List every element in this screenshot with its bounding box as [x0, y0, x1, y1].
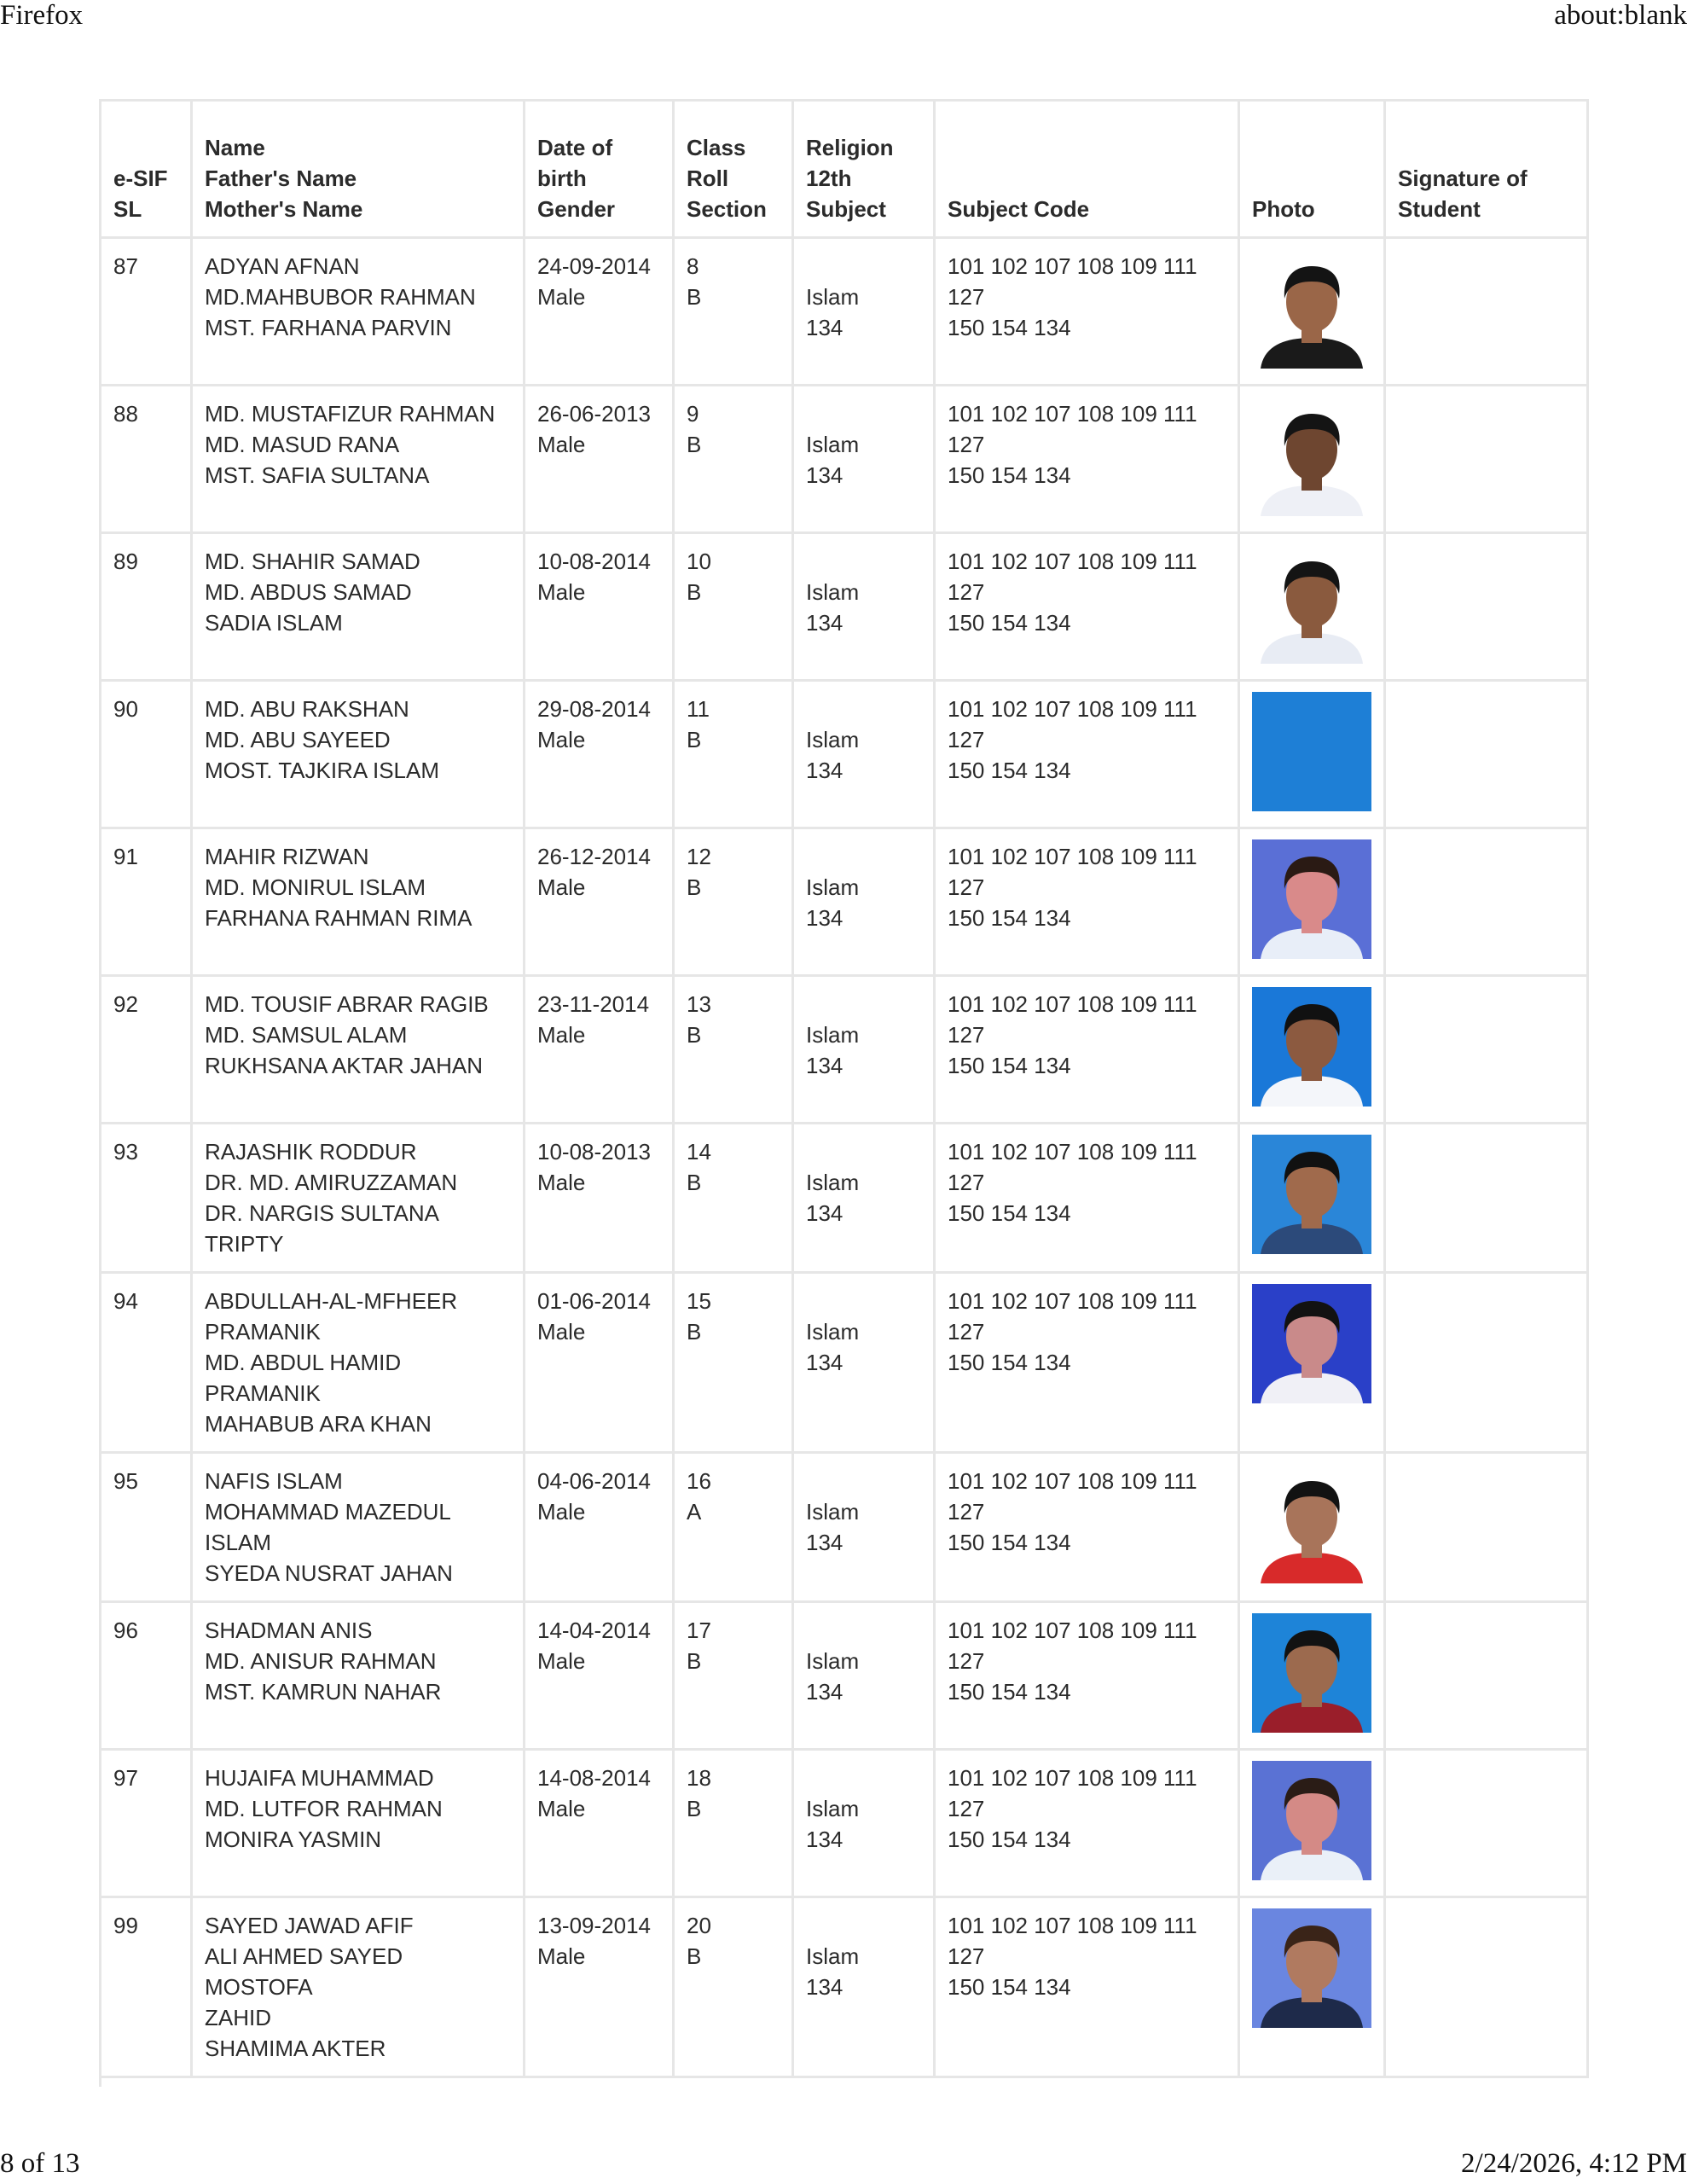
date-of-birth: 14-08-2014: [537, 1765, 651, 1791]
cell-photo: [1239, 828, 1385, 976]
subject-code-line: 150 154 134: [948, 1350, 1071, 1375]
name-line: MOST. TAJKIRA ISLAM: [205, 758, 439, 783]
name-line: RUKHSANA AKTAR JAHAN: [205, 1053, 484, 1078]
name-line: MD. ABDUS SAMAD: [205, 579, 412, 605]
cell-dob: [525, 1602, 674, 1750]
subject-12th: 134: [806, 1530, 844, 1555]
browser-url: about:blank: [1554, 0, 1687, 31]
subject-code-line: 150 154 134: [948, 462, 1071, 488]
date-of-birth: 24-09-2014: [537, 253, 651, 279]
cell-signature: [1385, 1750, 1588, 1897]
name-line: MOHAMMAD MAZEDUL ISLAM: [205, 1499, 450, 1555]
date-of-birth: 10-08-2013: [537, 1139, 651, 1165]
cell-photo: [1239, 1273, 1385, 1453]
section: B: [687, 432, 702, 457]
cell-religion: [793, 1897, 935, 2077]
cell-subject-code: [935, 976, 1239, 1124]
section: B: [687, 1796, 702, 1821]
cell-photo: [1239, 533, 1385, 681]
cell-class: [674, 1124, 793, 1273]
table-row: [101, 976, 1588, 1124]
religion: Islam: [806, 284, 860, 310]
section: B: [687, 727, 702, 752]
cell-class: [674, 1453, 793, 1602]
class-roll: 12: [687, 844, 711, 869]
cell-subject-code: [935, 1273, 1239, 1453]
cell-signature: [1385, 1897, 1588, 2077]
subject-code-line: 150 154 134: [948, 1200, 1071, 1226]
name-line: SHAMIMA AKTER: [205, 2036, 386, 2061]
cell-sl: [101, 828, 192, 976]
cell-religion: [793, 1602, 935, 1750]
name-line: SYEDA NUSRAT JAHAN: [205, 1560, 453, 1586]
name-line: DR. NARGIS SULTANA TRIPTY: [205, 1200, 438, 1257]
cell-signature: [1385, 533, 1588, 681]
name-line: MD. MASUD RANA: [205, 432, 400, 457]
header-religion: Religion 12th Subject: [793, 101, 935, 238]
class-roll: 8: [687, 253, 699, 279]
religion: Islam: [806, 579, 860, 605]
subject-code-line: 101 102 107 108 109 111 127: [948, 401, 1197, 457]
cell-names: [192, 1602, 525, 1750]
religion: Islam: [806, 1170, 860, 1195]
cell-religion: [793, 238, 935, 386]
name-line: MD. LUTFOR RAHMAN: [205, 1796, 443, 1821]
gender: Male: [537, 1796, 586, 1821]
table-row: [101, 1453, 1588, 1602]
cell-dob: [525, 533, 674, 681]
name-line: MD. ABDUL HAMID PRAMANIK: [205, 1350, 402, 1406]
table-row: [101, 1124, 1588, 1273]
cell-dob: [525, 828, 674, 976]
name-line: MD. MUSTAFIZUR RAHMAN: [205, 401, 496, 427]
name-line: MAHABUB ARA KHAN: [205, 1411, 432, 1437]
student-photo: [1252, 1464, 1371, 1583]
section: B: [687, 1170, 702, 1195]
religion: Islam: [806, 1943, 860, 1969]
name-line: SADIA ISLAM: [205, 610, 343, 636]
student-photo: [1252, 544, 1371, 664]
gender: Male: [537, 1319, 586, 1345]
class-roll: 17: [687, 1618, 711, 1643]
name-line: PRAMANIK: [205, 1319, 321, 1345]
subject-12th: 134: [806, 610, 844, 636]
cell-signature: [1385, 1124, 1588, 1273]
date-of-birth: 26-06-2013: [537, 401, 651, 427]
cell-class: [674, 386, 793, 533]
date-of-birth: 26-12-2014: [537, 844, 651, 869]
cell-signature: [1385, 1602, 1588, 1750]
subject-code-line: 150 154 134: [948, 1974, 1071, 2000]
cell-sl: [101, 1124, 192, 1273]
gender: Male: [537, 727, 586, 752]
cell-class: [674, 828, 793, 976]
name-line: MD. ABU SAYEED: [205, 727, 391, 752]
student-photo: [1252, 1135, 1371, 1254]
name-line: FARHANA RAHMAN RIMA: [205, 905, 472, 931]
cell-signature: [1385, 976, 1588, 1124]
serial-number: 94: [113, 1288, 138, 1314]
cell-subject-code: [935, 1124, 1239, 1273]
section: B: [687, 1943, 702, 1969]
subject-12th: 134: [806, 1200, 844, 1226]
cell-religion: [793, 1273, 935, 1453]
subject-code-line: 150 154 134: [948, 1530, 1071, 1555]
section: B: [687, 284, 702, 310]
cell-religion: [793, 828, 935, 976]
cell-religion: [793, 681, 935, 828]
subject-12th: 134: [806, 1350, 844, 1375]
date-of-birth: 23-11-2014: [537, 991, 650, 1017]
name-line: MST. SAFIA SULTANA: [205, 462, 430, 488]
subject-12th: 134: [806, 905, 844, 931]
table-row: [101, 1273, 1588, 1453]
serial-number: 87: [113, 253, 138, 279]
name-line: MD. MONIRUL ISLAM: [205, 874, 426, 900]
date-of-birth: 01-06-2014: [537, 1288, 651, 1314]
religion: Islam: [806, 432, 860, 457]
cell-sl: [101, 681, 192, 828]
cell-signature: [1385, 238, 1588, 386]
table-row: [101, 1897, 1588, 2077]
section: B: [687, 1022, 702, 1048]
cell-names: [192, 1897, 525, 2077]
table-row: [101, 386, 1588, 533]
name-line: HUJAIFA MUHAMMAD: [205, 1765, 434, 1791]
religion: Islam: [806, 1796, 860, 1821]
header-dob: Date of birth Gender: [525, 101, 674, 238]
subject-code-line: 101 102 107 108 109 111 127: [948, 1288, 1197, 1345]
cell-signature: [1385, 1273, 1588, 1453]
cell-religion: [793, 1453, 935, 1602]
subject-code-line: 150 154 134: [948, 758, 1071, 783]
name-line: MST. FARHANA PARVIN: [205, 315, 452, 340]
cell-class: [674, 1273, 793, 1453]
cell-photo: [1239, 1453, 1385, 1602]
header-class: Class Roll Section: [674, 101, 793, 238]
date-of-birth: 13-09-2014: [537, 1913, 651, 1938]
class-roll: 14: [687, 1139, 711, 1165]
serial-number: 90: [113, 696, 138, 722]
page-number: 8 of 13: [0, 2148, 80, 2179]
table-row: [101, 533, 1588, 681]
header-photo: Photo: [1239, 101, 1385, 238]
subject-code-line: 101 102 107 108 109 111 127: [948, 844, 1197, 900]
name-line: ALI AHMED SAYED MOSTOFA: [205, 1943, 403, 2000]
serial-number: 91: [113, 844, 138, 869]
print-datetime: 2/24/2026, 4:12 PM: [1461, 2148, 1687, 2179]
name-line: MD. TOUSIF ABRAR RAGIB: [205, 991, 489, 1017]
name-line: ZAHID: [205, 2005, 271, 2030]
date-of-birth: 10-08-2014: [537, 549, 651, 574]
cell-subject-code: [935, 238, 1239, 386]
cell-sl: [101, 1602, 192, 1750]
cell-names: [192, 1124, 525, 1273]
gender: Male: [537, 1022, 586, 1048]
cell-dob: [525, 1453, 674, 1602]
cell-class: [674, 681, 793, 828]
header-sl: e-SIF SL: [101, 101, 192, 238]
name-line: SHADMAN ANIS: [205, 1618, 373, 1643]
cell-dob: [525, 1273, 674, 1453]
cell-signature: [1385, 681, 1588, 828]
student-info-table: [99, 99, 1589, 2078]
gender: Male: [537, 1648, 586, 1674]
class-roll: 9: [687, 401, 699, 427]
serial-number: 96: [113, 1618, 138, 1643]
section: B: [687, 874, 702, 900]
cell-sl: [101, 1750, 192, 1897]
section: B: [687, 579, 702, 605]
cell-subject-code: [935, 1750, 1239, 1897]
class-roll: 13: [687, 991, 711, 1017]
cell-dob: [525, 1897, 674, 2077]
cell-names: [192, 1750, 525, 1897]
subject-code-line: 150 154 134: [948, 315, 1071, 340]
cell-religion: [793, 1750, 935, 1897]
cell-class: [674, 1897, 793, 2077]
cell-subject-code: [935, 828, 1239, 976]
cell-dob: [525, 386, 674, 533]
religion: Islam: [806, 1319, 860, 1345]
cell-photo: [1239, 238, 1385, 386]
gender: Male: [537, 1943, 586, 1969]
browser-app-name: Firefox: [0, 0, 84, 31]
name-line: SAYED JAWAD AFIF: [205, 1913, 414, 1938]
subject-code-line: 150 154 134: [948, 1053, 1071, 1078]
student-photo: [1252, 1908, 1371, 2028]
cell-sl: [101, 976, 192, 1124]
cell-religion: [793, 1124, 935, 1273]
class-roll: 20: [687, 1913, 711, 1938]
name-line: MD. ANISUR RAHMAN: [205, 1648, 437, 1674]
cell-religion: [793, 976, 935, 1124]
name-line: MD.MAHBUBOR RAHMAN: [205, 284, 476, 310]
cell-dob: [525, 238, 674, 386]
subject-12th: 134: [806, 1827, 844, 1852]
cell-photo: [1239, 1124, 1385, 1273]
cell-names: [192, 386, 525, 533]
subject-code-line: 101 102 107 108 109 111 127: [948, 1139, 1197, 1195]
cell-subject-code: [935, 1897, 1239, 2077]
class-roll: 11: [687, 696, 710, 722]
table-border-continuation: [99, 1978, 101, 2087]
cell-signature: [1385, 386, 1588, 533]
cell-photo: [1239, 1897, 1385, 2077]
cell-subject-code: [935, 1602, 1239, 1750]
serial-number: 99: [113, 1913, 138, 1938]
name-line: MD. ABU RAKSHAN: [205, 696, 409, 722]
cell-dob: [525, 1750, 674, 1897]
cell-class: [674, 976, 793, 1124]
cell-signature: [1385, 1453, 1588, 1602]
class-roll: 18: [687, 1765, 711, 1791]
cell-dob: [525, 681, 674, 828]
cell-photo: [1239, 1750, 1385, 1897]
cell-subject-code: [935, 386, 1239, 533]
table-header-row: [101, 101, 1588, 238]
student-photo: [1252, 987, 1371, 1107]
cell-dob: [525, 1124, 674, 1273]
name-line: MD. SAMSUL ALAM: [205, 1022, 408, 1048]
cell-signature: [1385, 828, 1588, 976]
cell-names: [192, 1453, 525, 1602]
date-of-birth: 04-06-2014: [537, 1468, 651, 1494]
cell-photo: [1239, 1602, 1385, 1750]
header-name: Name Father's Name Mother's Name: [192, 101, 525, 238]
subject-code-line: 150 154 134: [948, 1679, 1071, 1705]
date-of-birth: 14-04-2014: [537, 1618, 651, 1643]
cell-photo: [1239, 976, 1385, 1124]
cell-sl: [101, 386, 192, 533]
cell-names: [192, 681, 525, 828]
subject-code-line: 101 102 107 108 109 111 127: [948, 253, 1197, 310]
serial-number: 89: [113, 549, 138, 574]
cell-religion: [793, 386, 935, 533]
gender: Male: [537, 1499, 586, 1525]
photo-background: [1252, 692, 1371, 811]
subject-code-line: 101 102 107 108 109 111 127: [948, 696, 1197, 752]
gender: Male: [537, 284, 586, 310]
table-row: [101, 238, 1588, 386]
name-line: MD. SHAHIR SAMAD: [205, 549, 420, 574]
gender: Male: [537, 1170, 586, 1195]
cell-subject-code: [935, 533, 1239, 681]
subject-code-line: 101 102 107 108 109 111 127: [948, 991, 1197, 1048]
religion: Islam: [806, 727, 860, 752]
student-photo: [1252, 249, 1371, 369]
subject-code-line: 101 102 107 108 109 111 127: [948, 1468, 1197, 1525]
class-roll: 10: [687, 549, 711, 574]
name-line: NAFIS ISLAM: [205, 1468, 343, 1494]
subject-12th: 134: [806, 1974, 844, 2000]
gender: Male: [537, 874, 586, 900]
name-line: RAJASHIK RODDUR: [205, 1139, 417, 1165]
student-photo: [1252, 692, 1371, 811]
class-roll: 15: [687, 1288, 711, 1314]
subject-code-line: 150 154 134: [948, 610, 1071, 636]
name-line: MONIRA YASMIN: [205, 1827, 382, 1852]
cell-class: [674, 238, 793, 386]
section: A: [687, 1499, 702, 1525]
cell-names: [192, 238, 525, 386]
cell-names: [192, 828, 525, 976]
cell-class: [674, 1750, 793, 1897]
cell-religion: [793, 533, 935, 681]
gender: Male: [537, 579, 586, 605]
cell-names: [192, 976, 525, 1124]
subject-12th: 134: [806, 462, 844, 488]
section: B: [687, 1319, 702, 1345]
table-row: [101, 1602, 1588, 1750]
header-subject-code: Subject Code: [935, 101, 1239, 238]
cell-names: [192, 533, 525, 681]
cell-sl: [101, 1897, 192, 2077]
subject-code-line: 101 102 107 108 109 111 127: [948, 1618, 1197, 1674]
serial-number: 97: [113, 1765, 138, 1791]
student-photo: [1252, 397, 1371, 516]
subject-12th: 134: [806, 1679, 844, 1705]
religion: Islam: [806, 1499, 860, 1525]
class-roll: 16: [687, 1468, 711, 1494]
student-photo: [1252, 1613, 1371, 1733]
serial-number: 92: [113, 991, 138, 1017]
name-line: DR. MD. AMIRUZZAMAN: [205, 1170, 458, 1195]
name-line: MAHIR RIZWAN: [205, 844, 369, 869]
student-photo: [1252, 1761, 1371, 1880]
serial-number: 95: [113, 1468, 138, 1494]
subject-code-line: 101 102 107 108 109 111 127: [948, 1913, 1197, 1969]
date-of-birth: 29-08-2014: [537, 696, 651, 722]
table-row: [101, 681, 1588, 828]
religion: Islam: [806, 1648, 860, 1674]
religion: Islam: [806, 874, 860, 900]
name-line: MST. KAMRUN NAHAR: [205, 1679, 442, 1705]
student-photo: [1252, 1284, 1371, 1403]
serial-number: 93: [113, 1139, 138, 1165]
cell-sl: [101, 533, 192, 681]
subject-code-line: 150 154 134: [948, 905, 1071, 931]
gender: Male: [537, 432, 586, 457]
name-line: ADYAN AFNAN: [205, 253, 360, 279]
cell-subject-code: [935, 1453, 1239, 1602]
table-body: [101, 238, 1588, 2077]
cell-class: [674, 533, 793, 681]
serial-number: 88: [113, 401, 138, 427]
cell-sl: [101, 1273, 192, 1453]
cell-class: [674, 1602, 793, 1750]
cell-subject-code: [935, 681, 1239, 828]
cell-sl: [101, 1453, 192, 1602]
cell-sl: [101, 238, 192, 386]
cell-photo: [1239, 681, 1385, 828]
name-line: ABDULLAH-AL-MFHEER: [205, 1288, 458, 1314]
cell-dob: [525, 976, 674, 1124]
subject-12th: 134: [806, 1053, 844, 1078]
cell-photo: [1239, 386, 1385, 533]
table-row: [101, 828, 1588, 976]
subject-code-line: 150 154 134: [948, 1827, 1071, 1852]
student-photo: [1252, 839, 1371, 959]
cell-names: [192, 1273, 525, 1453]
subject-code-line: 101 102 107 108 109 111 127: [948, 1765, 1197, 1821]
section: B: [687, 1648, 702, 1674]
religion: Islam: [806, 1022, 860, 1048]
subject-12th: 134: [806, 758, 844, 783]
header-signature: Signature of Student: [1385, 101, 1588, 238]
subject-code-line: 101 102 107 108 109 111 127: [948, 549, 1197, 605]
table-row: [101, 1750, 1588, 1897]
subject-12th: 134: [806, 315, 844, 340]
